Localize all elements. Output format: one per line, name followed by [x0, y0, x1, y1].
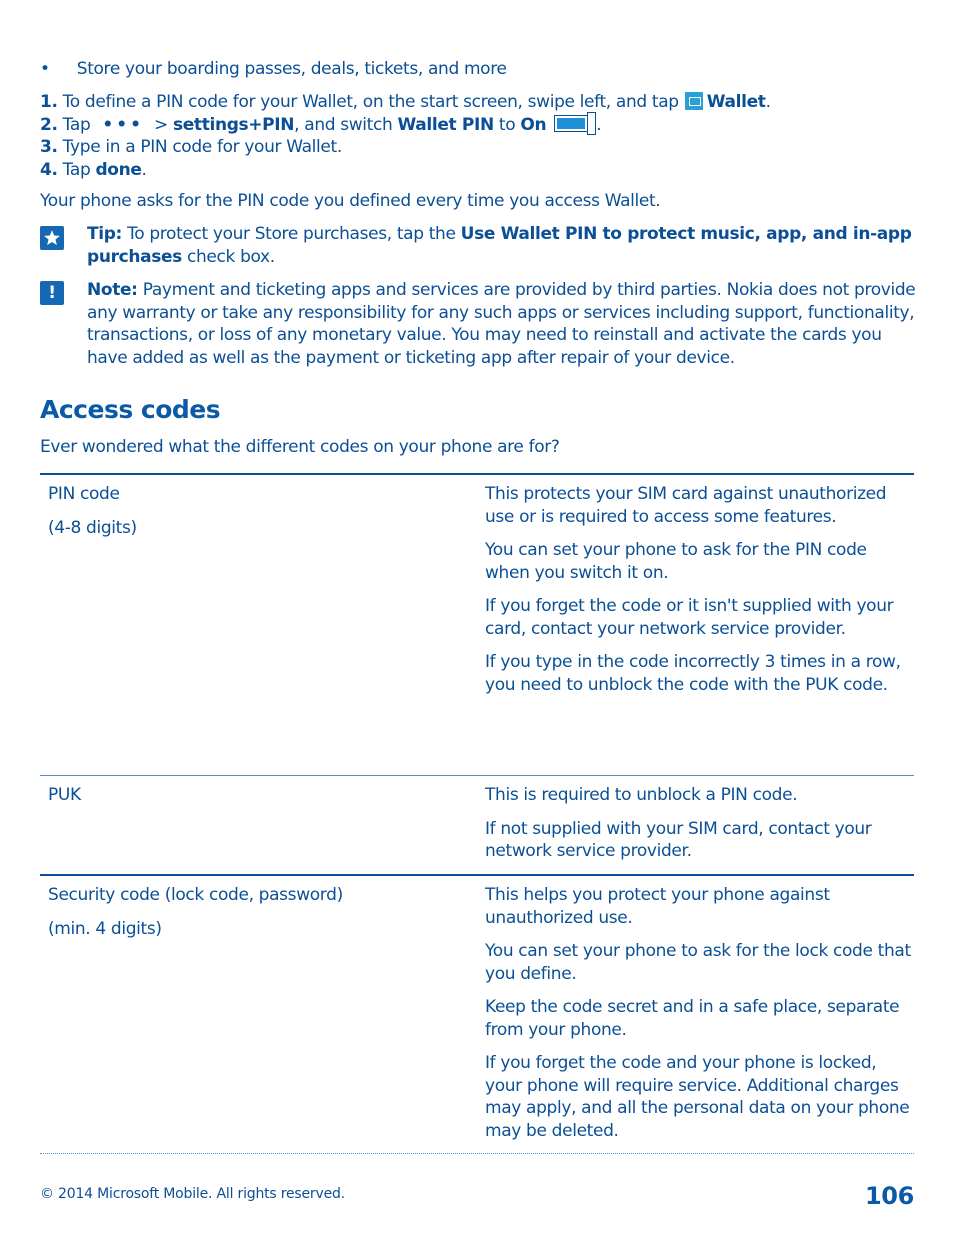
summary-text: Your phone asks for the PIN code you defined every time you access Wallet.: [40, 191, 661, 211]
tip-text: [87, 223, 927, 268]
table-row-divider: [40, 874, 914, 876]
tip-label: Tip:: [87, 224, 122, 244]
wallet-app-name: Wallet: [706, 92, 766, 112]
step-number: 1.: [40, 92, 58, 112]
step-punct: .: [596, 115, 602, 135]
bullet-text: Store your boarding passes, deals, tickets, and more: [76, 59, 507, 79]
code-desc: If not supplied with your SIM card, contact your network service provider.: [485, 818, 872, 861]
section-intro: Ever wondered what the different codes on your phone are for?: [40, 437, 560, 457]
tip-pre: To protect your Store purchases, tap the: [127, 224, 456, 244]
step-text: Tap: [62, 160, 91, 180]
done-action: done: [95, 160, 142, 180]
code-desc: If you forget the code or it isn't supplied with your card, contact your network service provider.: [485, 596, 894, 639]
note-body: Payment and ticketing apps and services are provided by third parties. Nokia does not provide any warranty or take any responsibility for any such apps or services including support, functionality, transactions, or loss of any monetary value. You may need to reinstall and activate the cards you have added as well as the payment or ticketing app after repair of your device.: [87, 280, 916, 369]
bullet-symbol: •: [40, 59, 50, 79]
table-row-puk-desc: [485, 784, 915, 874]
step-3: [40, 136, 342, 159]
step-4: [40, 159, 147, 182]
arrow-text: >: [154, 115, 168, 135]
note-label: Note:: [87, 280, 138, 300]
wallet-icon: [685, 92, 703, 110]
page-divider: [40, 1153, 914, 1154]
step-text: To define a PIN code for your Wallet, on the start screen, swipe left, and tap: [62, 92, 679, 112]
more-dots-icon: •••: [102, 115, 144, 135]
setting-state: On: [520, 115, 547, 135]
step-number: 2.: [40, 115, 58, 135]
step-punct: .: [141, 160, 147, 180]
step-number: 4.: [40, 160, 58, 180]
code-desc: If you type in the code incorrectly 3 times in a row, you need to unblock the code with the PUK code.: [485, 652, 901, 695]
code-detail: (4-8 digits): [48, 517, 137, 538]
table-row-pin-label: [48, 483, 468, 550]
page-number: 106: [864, 1182, 914, 1210]
table-top-rule: [40, 473, 914, 475]
step-text-to: to: [498, 115, 516, 135]
setting-name: Wallet PIN: [397, 115, 494, 135]
step-text: Tap: [62, 115, 91, 135]
star-icon: [40, 226, 64, 250]
code-name: PIN code: [48, 484, 120, 504]
code-desc: This is required to unblock a PIN code.: [485, 785, 798, 805]
step-text-mid: , and switch: [294, 115, 393, 135]
code-desc: Keep the code secret and in a safe place, separate from your phone.: [485, 997, 900, 1040]
table-row-puk-label: [48, 784, 468, 818]
code-desc: This protects your SIM card against unauthorized use or is required to access some features.: [485, 484, 887, 527]
exclamation-icon: !: [40, 281, 64, 305]
settings-path: settings+PIN: [172, 115, 295, 135]
code-desc: You can set your phone to ask for the lock code that you define.: [485, 941, 911, 984]
toggle-on-icon: [554, 115, 596, 132]
bullet-item: [40, 58, 507, 81]
table-row-security-label: [48, 884, 468, 951]
table-row-security-desc: [485, 884, 915, 1153]
step-punct: .: [765, 92, 771, 112]
section-title: Access codes: [40, 395, 221, 424]
step-text: Type in a PIN code for your Wallet.: [62, 137, 342, 157]
step-2: [40, 114, 601, 137]
table-row-pin-desc: [485, 483, 915, 707]
code-desc: This helps you protect your phone against unauthorized use.: [485, 885, 830, 928]
step-number: 3.: [40, 137, 58, 157]
tip-post: check box.: [187, 246, 275, 267]
table-row-divider: [40, 775, 914, 776]
code-desc: If you forget the code and your phone is locked, your phone will require service. Additional charges may apply, and all the personal data on your phone may be deleted.: [485, 1053, 910, 1141]
code-name: PUK: [48, 785, 81, 805]
code-name: Security code (lock code, password): [48, 885, 343, 905]
code-desc: You can set your phone to ask for the PIN code when you switch it on.: [485, 540, 867, 583]
code-detail: (min. 4 digits): [48, 918, 162, 939]
note-text: [87, 279, 927, 370]
step-1: [40, 91, 771, 114]
copyright: © 2014 Microsoft Mobile. All rights reserved.: [40, 1186, 345, 1202]
tip-option: Use Wallet PIN to protect music, app, and in-app purchases: [87, 224, 912, 267]
